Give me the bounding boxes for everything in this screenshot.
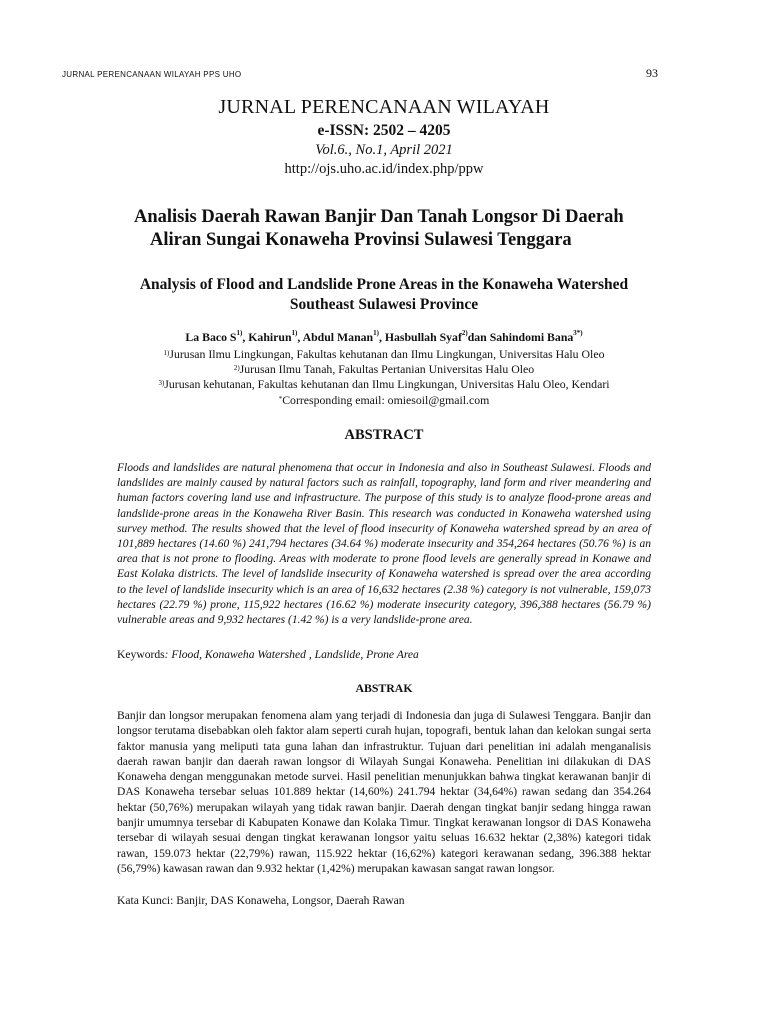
journal-name: JURNAL PERENCANAAN WILAYAH <box>218 96 550 118</box>
affiliation-3-sup: 3) <box>158 379 165 387</box>
abstract-body: Floods and landslides are natural phenomena that occur in Indonesia and also in Southeast Sulawesi. Floods and landslides are mainly caused by natural factors such as rainfall, topography, land form and river meandering and human factors covering land use and infrastructure. The purpose of this study is to analyze flood-prone areas and landslide-prone areas in the Konaweha River Basin. This research was conducted in Konaweha watershed using survey method. The results showed that the level of flood insecurity of Konaweha watershed spread by an area of 101,889 hectares (14.60 %) 241,794 hectares (34.64 %) moderate insecurity and 354,264 hectares (50.76 %) is an area that is not prone to flooding. Areas with moderate to prone flood levels are generally spread in Konawe and East Kolaka districts. The level of landslide insecurity of Konaweha watershed is spread over the area according to the level of landslide insecurity which is an area of 16,632 hectares (2.38 %) category is not vulnerable, 159,073 hectares (22.79 %) prone, 115,922 hectares (16.62 %) moderate insecurity category, 396,388 hectares (56.79 %) vulnerable areas and 9,932 hectares (1.42 %) is a very landslide-prone area. <box>117 462 651 627</box>
affiliation-2-sup: 2) <box>233 364 240 372</box>
running-header <box>62 66 658 81</box>
author-1-sup: 1) <box>236 329 243 337</box>
email-sup: * <box>278 395 283 403</box>
author-5-sup: 3*) <box>573 329 583 337</box>
keywords-values: Flood, Konaweha Watershed , Landslide, Prone Area <box>171 648 419 661</box>
author-3: , Abdul Manan <box>297 330 374 344</box>
affiliation-1 <box>0 347 768 362</box>
author-5: dan Sahindomi Bana <box>467 330 574 344</box>
author-4-sup: 2) <box>461 329 468 337</box>
author-3-sup: 1) <box>373 329 379 337</box>
abstrak-body: Banjir dan longsor merupakan fenomena alam yang terjadi di Indonesia dan juga di Sulawesi Tenggara. Banjir dan longsor terutama disebabkan oleh faktor alam seperti curah hujan, topografi, bentuk lahan dan kelokan sungai serta faktor manusia yang meliputi tata guna lahan dan infrastruktur. Tujuan dari penelitian ini adalah menganalisis daerah rawan banjir dan daerah rawan longsor di Wilayah Sungai Konaweha. Penelitian ini dilakukan di DAS Konaweha dengan menggunakan metode survei. Hasil penelitian menunjukkan bahwa tingkat kerawanan banjir di DAS Konaweha tersebar seluas 101.889 hektar (14,60%) 241.794 hektar (34,64%) rawan sedang dan 354.264 hektar (50,76%) merupakan wilayah yang tidak rawan banjir. Daerah dengan tingkat banjir sedang hingga rawan banjir umumnya tersebar di Kabupaten Konawe dan Kolaka Timur. Tingkat kerawanan longsor di DAS Konaweha tersebar di wilayah sesuai dengan tingkat kerawanan longsor yaitu seluas 16.632 hektar (2,38%) kategori tidak rawan, 159.073 hektar (22,79%) rawan, 115.922 hektar (16,62%) kategori kerawanan sedang, 396.388 hektar (56,79%) kawasan rawan dan 9.932 hektar (1,42%) merupakan kawasan sangat rawan longsor. <box>117 710 651 875</box>
affiliation-2-text: Jurusan Ilmu Tanah, Fakultas Pertanian Universitas Halu Oleo <box>239 362 535 376</box>
running-title: JURNAL PERENCANAAN WILAYAH PPS UHO <box>62 70 242 79</box>
title-id-line-1: Analisis Daerah Rawan Banjir Dan Tanah Longsor Di Daerah <box>134 207 624 227</box>
journal-volume: Vol.6., No.1, April 2021 <box>315 142 453 158</box>
affiliation-2 <box>0 362 768 377</box>
title-en-line-2: Southeast Sulawesi Province <box>289 296 479 313</box>
abstrak-heading: ABSTRAK <box>355 681 413 695</box>
keywords-colon: : <box>164 648 172 661</box>
email-text: Corresponding email: omiesoil@gmail.com <box>282 393 490 407</box>
affiliation-1-text: Jurusan Ilmu Lingkungan, Fakultas kehutanan dan Ilmu Lingkungan, Universitas Halu Oleo <box>169 347 605 361</box>
affiliation-3 <box>0 377 768 392</box>
author-2-sup: 1) <box>291 329 298 337</box>
journal-url: http://ojs.uho.ac.id/index.php/ppw <box>284 161 484 177</box>
title-id-line-2: Aliran Sungai Konaweha Provinsi Sulawesi Tenggara <box>150 230 572 250</box>
affiliation-1-sup: 1) <box>163 349 170 357</box>
article-title-english <box>0 275 768 315</box>
corresponding-email <box>0 393 768 408</box>
title-en-line-1: Analysis of Flood and Landslide Prone Areas in the Konaweha Watershed <box>139 276 629 293</box>
journal-issn: e-ISSN: 2502 – 4205 <box>317 122 451 139</box>
author-1: La Baco S <box>185 330 237 344</box>
affiliation-3-text: Jurusan kehutanan, Fakultas kehutanan dan Ilmu Lingkungan, Universitas Halu Oleo, Kendari <box>164 377 610 391</box>
kata-kunci: Kata Kunci: Banjir, DAS Konaweha, Longsor, Daerah Rawan <box>117 894 405 907</box>
keywords <box>117 648 419 661</box>
author-list <box>0 330 768 345</box>
article-title-indonesian <box>134 206 624 252</box>
abstract-heading: ABSTRACT <box>344 427 424 443</box>
keywords-label: Keywords <box>117 648 165 661</box>
page-number: 93 <box>646 66 658 80</box>
author-4: , Hasbullah Syaf <box>378 330 462 344</box>
author-2: , Kahirun <box>242 330 292 344</box>
